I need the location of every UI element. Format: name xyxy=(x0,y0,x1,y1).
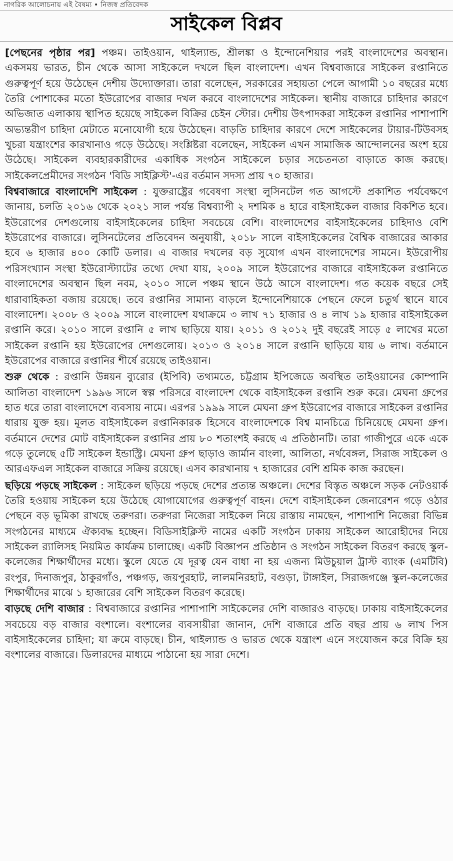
paragraph-2-text: : যুক্তরাষ্ট্রের গবেষণা সংস্থা লুসিনটেল গত আগস্টে প্রকাশিত পর্যবেক্ষণে জানায়, চলতি ২০১৬ থেকে ২০২১ সাল পর্যন্ত বিশ্বব্যাপী ২ দশমিক ৪ হারে বাইসাইকেল বাজার বিকশিত হবে। ইউরোপের দেশগুলোয় বাইসাইকেলের চাহিদা সবচেয়ে বেশি। বাংলাদেশের বাইসাইকেলের চাহিদাও বেশি ইউরোপের বাজারে। লুসিনটেলের প্রতিবেদন অনুযায়ী, ২০১৮ সালে বাইসাইকেলের বৈশ্বিক বাজারের আকার হবে ৬ হাজার ৪০০ কোটি ডলার। এ বাজার দখলের বড় সুযোগ এখন বাংলাদেশের সামনে। ইউরোপীয় পরিসংখ্যান সংস্থা ইউরোস্ট্যাটের তথ্যে দেখা যায়, ২০০৯ সালে ইউরোপের বাজারে বাইসাইকেল রপ্তানিতে বাংলাদেশের অবস্থান ছিল নবম, ২০১০ সালে পঞ্চম স্থানে উঠে আসে বাংলাদেশ। গত কয়েক বছরে সেই ধারাবাহিকতা বজায় রয়েছে। তবে রপ্তানির সামান্য বাড়লে ইন্দোনেশিয়াকে পেছনে ফেলে চতুর্থ স্থানে যাবে বাংলাদেশ। ২০০৮ ও ২০০৯ সালে বাংলাদেশ যথাক্রমে ৩ লাখ ৭১ হাজার ও ৪ লাখ ১৯ হাজার বাইসাইকেল রপ্তানি করে। ২০১০ সালে রপ্তানি ৫ লাখ ছাড়িয়ে যায়। ২০১১ ও ২০১২ দুই বছরেই সাড়ে ৫ লাখের মতো সাইকেল রপ্তানি হয় ইউরোপের দেশগুলোয়। ২০১৩ ও ২০১৪ সালে রপ্তানি ছাড়িয়ে যায় ৬ লাখ। বর্তমানে ইউরোপের বাজারে রপ্তানির শীর্ষে রয়েছে তাইওয়ান। xyxy=(5,187,448,367)
paragraph-5-text: : বিশ্ববাজারে রপ্তানির পাশাপাশি সাইকেলের দেশি বাজারও বাড়ছে। ঢাকায় বাইসাইকেলের সবচেয়ে বড় বাজার বংশালে। বংশালের ব্যবসায়ীরা জানান, দেশি বাজারে প্রতি বছর প্রায় ৬ লাখ পিস বাইসাইকেলের চাহিদা; যা ক্রমে বাড়ছে। চীন, থাইল্যান্ড ও ভারত থেকে যন্ত্রাংশ এনে সংযোজন করে বিক্রি হয় বংশালের বাজারে। ডিলারদের মাধ্যমে পাঠানো হয় সারা দেশে। xyxy=(5,604,448,662)
paragraph-4 xyxy=(5,479,448,602)
title-area xyxy=(0,11,453,42)
top-cut-text: নাগরিক আলোচনায় এই বৈষম্য • নিজস্ব প্রতিবেদক xyxy=(0,0,453,11)
paragraph-2 xyxy=(5,185,448,369)
paragraph-1-text: পঞ্চম। তাইওয়ান, থাইল্যান্ড, শ্রীলঙ্কা ও ইন্দোনেশিয়ার পরই বাংলাদেশের অবস্থান। একসময় ভারত, চীন থেকে আসা সাইকেলে দখলে ছিল বাংলাদেশ। এখন বিশ্ববাজারে সাইকেল রপ্তানিতে গুরুত্বপূর্ণ হয়ে উঠেছেন দেশীয় উদ্যোক্তারা। তারা বলেছেন, সরকারের সহায়তা পেলে আগামী ১০ বছরের মধ্যে তৈরি পোশাকের মতো ইউরোপের বাজার দখল করবে বাংলাদেশের সাইকেল। স্থানীয় বাজারে চাহিদার কারণে অভিজাত এলাকায় স্থাপিত হয়েছে সাইকেল বিক্রির চেইন স্টোর। দেশীয় উৎপাদকরা সাইকেল রপ্তানির পাশাপাশি অভ্যন্তরীণ চাহিদা মেটাতে মনোযোগী হয়ে উঠেছেন। বাড়তি চাহিদার কারণে দেশে সাইকেলের টায়ার-টিউবসহ খুচরা যন্ত্রাংশের কারখানাও গড়ে উঠেছে। সংশ্লিষ্টরা বলেছেন, সাইকেল এখন সামাজিক আন্দোলনের অংশ হয়ে উঠেছে। সাইকেল ব্যবহারকারীদের একাধিক সংগঠন সাইকেলে চড়ার সচেতনতা বাড়াতে কাজ করছে। সাইকেলপ্রেমীদের সংগঠন 'বিডি সাইক্লিস্ট'-এর বর্তমান সদস্য প্রায় ৭০ হাজার। xyxy=(5,48,448,182)
article-body xyxy=(0,42,453,664)
subhead-world-market: বিশ্ববাজারে বাংলাদেশি সাইকেল xyxy=(5,187,138,199)
subhead-domestic-market: বাড়ছে দেশি বাজার xyxy=(5,604,85,616)
subhead-beginning: শুরু থেকে xyxy=(5,372,50,384)
subhead-spreading: ছড়িয়ে পড়ছে সাইকেল xyxy=(5,480,97,492)
paragraph-3-text: : রপ্তানি উন্নয়ন ব্যুরোর (ইপিবি) তথ্যমতে, চট্টগ্রাম ইপিজেডে অবস্থিত তাইওয়ানের কোম্পানি আলিতা বাংলাদেশ ১৯৯৬ সালে স্বল্প পরিসরে বাংলাদেশ থেকে বাইসাইকেল রপ্তানি শুরু করে। মেঘনা গ্রুপের হাত ধরে তারা বাংলাদেশে ব্যবসায় নামে। এরপর ১৯৯৯ সালে মেঘনা গ্রুপ ইউরোপের বাজারে সাইকেল রপ্তানির ধারায় যুক্ত হয়। মূলত বাইসাইকেল রপ্তানিকারক হিসেবে বাংলাদেশকে বিশ্ব মানচিত্রে চিনিয়েছে মেঘনা গ্রুপ। বর্তমানে দেশের মোট বাইসাইকেল রপ্তানির প্রায় ৮০ শতাংশই করছে এ প্রতিষ্ঠানটি। তারা গাজীপুরে একে একে গড়ে তুলেছে ৫টি সাইকেল ইন্ডাস্ট্রি। মেঘনা গ্রুপ ছাড়াও জার্মান বাংলা, আলিতা, নর্থবেঙ্গল, সিরাজ সাইকেল ও আরএফএল সাইকেল বাজারে সক্রিয় রয়েছে। এসব কারখানায় ৭ হাজারের বেশি শ্রমিক কাজ করছেন। xyxy=(5,372,448,476)
article-title: সাইকেল বিপ্লব xyxy=(170,13,283,35)
paragraph-5 xyxy=(5,602,448,663)
continuation-marker: [পেছনের পৃষ্ঠার পর] xyxy=(5,48,96,59)
paragraph-1 xyxy=(5,46,448,184)
paragraph-4-text: : সাইকেল ছড়িয়ে পড়ছে দেশের প্রত্যন্ত অঞ্চলে। দেশের বিস্তৃত অঞ্চলে সড়ক নেটওয়ার্ক তৈরি হওয়ায় সাইকেল হয়ে উঠেছে যোগাযোগের গুরুত্বপূর্ণ বাহন। দেশে বাইসাইকেল জেনারেশন গড়ে ওঠার পেছনে বড় ভূমিকা রাখছে তরুণরা। তরুণরা নিজেরা সাইকেল নিয়ে রাস্তায় নামছেন, পাশাপাশি নিজেরা বিভিন্ন সংগঠনের মাধ্যমে ঐক্যবদ্ধ হচ্ছেন। বিডিসাইক্লিস্ট নামের একটি সংগঠন ঢাকায় সাইকেল আরোহীদের নিয়ে সাইকেল র‌্যালিসহ নিয়মিত কার্যক্রম চালাচ্ছে। একটি বিজ্ঞাপন প্রতিষ্ঠান ও সংগঠন সাইকেল বিতরণ করছে স্কুল-কলেজের শিক্ষার্থীদের মধ্যে। স্কুলে যেতে যে দূরত্ব যেন বাধা না হয় এজন্য মিউচুয়াল ট্রাস্ট ব্যাংক (এমটিবি) রংপুর, দিনাজপুর, ঠাকুরগাঁও, পঞ্চগড়, জয়পুরহাট, লালমনিরহাট, বগুড়া, টাঙ্গাইল, সিরাজগঞ্জে স্কুল-কলেজের শিক্ষার্থীদের মাঝে ১ হাজারের বেশি সাইকেল বিতরণ করেছে। xyxy=(5,480,448,600)
paragraph-3 xyxy=(5,370,448,477)
